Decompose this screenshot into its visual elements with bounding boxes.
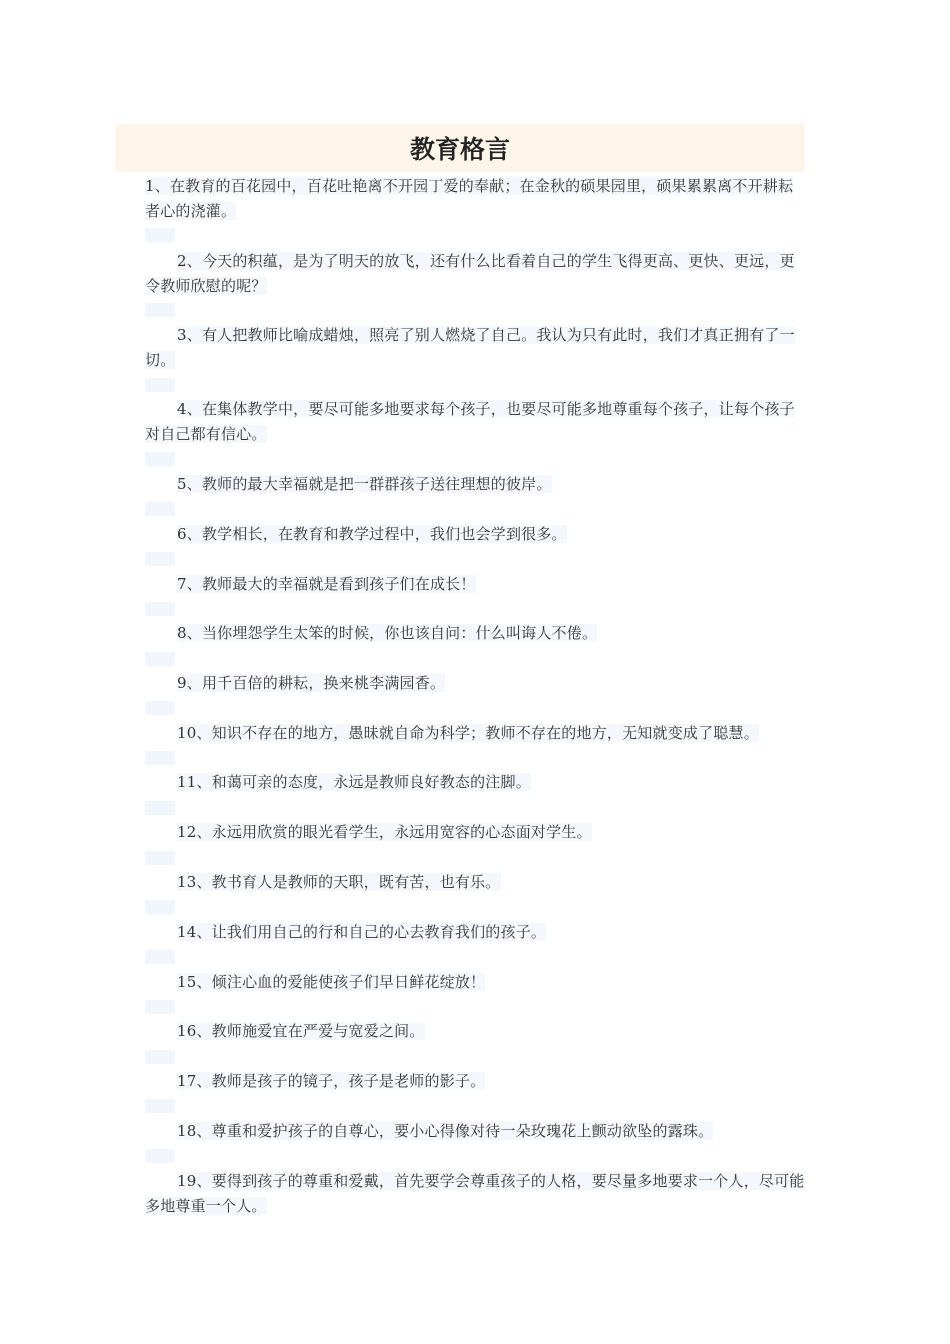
quote-8: 8、当你埋怨学生太笨的时候，你也该自问：什么叫诲人不倦。 <box>177 624 598 642</box>
quote-16: 16、教师施爱宜在严爱与宽爱之间。 <box>177 1022 425 1040</box>
paragraph-spacer <box>145 701 175 715</box>
quote-12: 12、永远用欣赏的眼光看学生，永远用宽容的心态面对学生。 <box>177 823 592 841</box>
paragraph-spacer <box>145 602 175 616</box>
paragraph-spacer <box>145 1099 175 1113</box>
quote-19: 19、要得到孩子的尊重和爱戴，首先要学会尊重孩子的人格，要尽量多地要求一个人，尽可能多地尊重一个人。 <box>145 1172 805 1215</box>
quote-17: 17、教师是孩子的镜子，孩子是老师的影子。 <box>177 1072 486 1090</box>
paragraph-spacer <box>145 303 175 317</box>
paragraph-spacer <box>145 851 175 865</box>
paragraph-spacer <box>145 652 175 666</box>
quote-1: 1、在教育的百花园中，百花吐艳离不开园丁爱的奉献；在金秋的硕果园里，硕果累累离不开耕耘者心的浇灌。 <box>145 177 794 220</box>
paragraph-spacer <box>145 950 175 964</box>
paragraph-spacer <box>145 1000 175 1014</box>
paragraph-spacer <box>145 452 175 466</box>
quote-10: 10、知识不存在的地方，愚昧就自命为科学；教师不存在的地方，无知就变成了聪慧。 <box>177 724 759 742</box>
paragraph-spacer <box>145 502 175 516</box>
paragraph-spacer <box>145 552 175 566</box>
quote-15: 15、倾注心血的爱能使孩子们早日鲜花绽放！ <box>177 973 486 991</box>
paragraph-spacer <box>145 751 175 765</box>
quote-11: 11、和蔼可亲的态度，永远是教师良好教态的注脚。 <box>177 773 531 791</box>
paragraph-spacer <box>145 228 175 242</box>
paragraph-spacer <box>145 1050 175 1064</box>
quote-7: 7、教师最大的幸福就是看到孩子们在成长！ <box>177 575 476 593</box>
paragraph-spacer <box>145 1149 175 1163</box>
quote-18: 18、尊重和爱护孩子的自尊心，要小心得像对待一朵玫瑰花上颤动欲坠的露珠。 <box>177 1122 714 1140</box>
paragraph-spacer <box>145 378 175 392</box>
quote-14: 14、让我们用自己的行和自己的心去教育我们的孩子。 <box>177 923 547 941</box>
quote-13: 13、教书育人是教师的天职，既有苦，也有乐。 <box>177 873 501 891</box>
quote-5: 5、教师的最大幸福就是把一群群孩子送往理想的彼岸。 <box>177 475 552 493</box>
quote-6: 6、教学相长，在教育和教学过程中，我们也会学到很多。 <box>177 525 567 543</box>
paragraph-spacer <box>145 900 175 914</box>
quote-4: 4、在集体教学中，要尽可能多地要求每个孩子，也要尽可能多地尊重每个孩子，让每个孩子对自己都有信心。 <box>145 400 795 443</box>
quote-9: 9、用千百倍的耕耘，换来桃李满园香。 <box>177 674 446 692</box>
page-title: 教育格言 <box>409 135 510 164</box>
quote-2: 2、今天的积蕴，是为了明天的放飞，还有什么比看着自己的学生飞得更高、更快、更远，更令教师欣慰的呢？ <box>145 252 795 295</box>
quote-3: 3、有人把教师比喻成蜡烛，照亮了别人燃烧了自己。我认为只有此时，我们才真正拥有了一切。 <box>145 326 795 369</box>
paragraph-spacer <box>145 801 175 815</box>
